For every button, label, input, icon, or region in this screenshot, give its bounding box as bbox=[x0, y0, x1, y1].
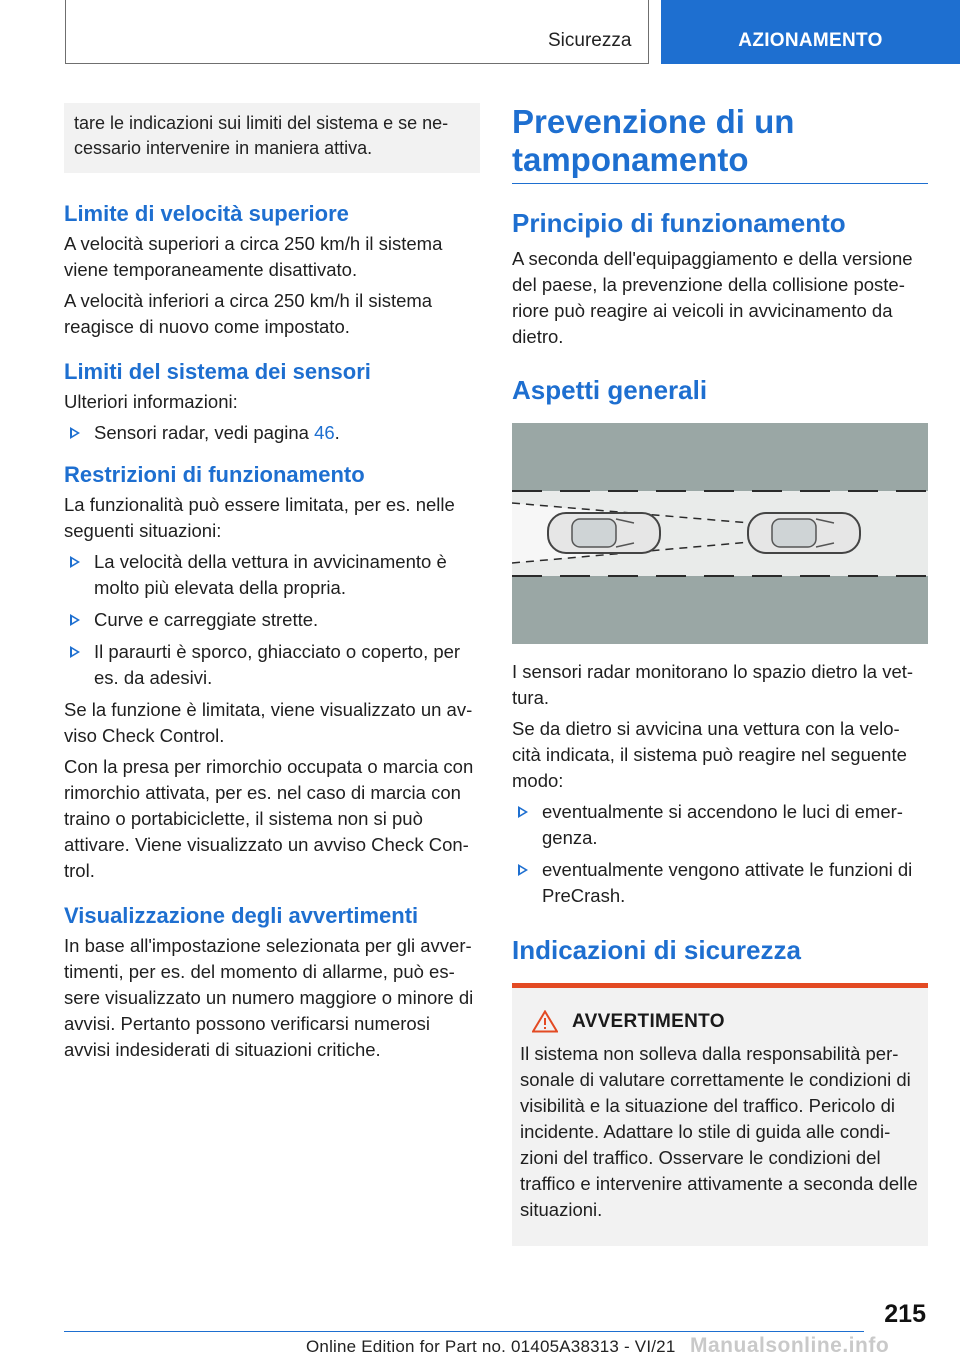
section-title: Prevenzione di un tamponamento bbox=[512, 103, 928, 184]
warning-title-row bbox=[532, 1010, 920, 1033]
header-chapter-tab[interactable]: AZIONAMENTO bbox=[661, 0, 960, 64]
footer-watermark: Manualsonline.info bbox=[690, 1334, 890, 1357]
warnings-display-heading: Visualizzazione degli avvertimenti bbox=[64, 903, 419, 928]
page-number: 215 bbox=[884, 1300, 926, 1328]
speed-limit-heading: Limite di velocità superiore bbox=[64, 201, 349, 226]
sensor-limits-list bbox=[64, 420, 480, 446]
sensor-limits-paragraph: Ulteriori informazioni: bbox=[64, 391, 238, 412]
warning-triangle-icon bbox=[532, 1010, 558, 1033]
restrictions-paragraph-2: Se la funzione è limitata, viene visualizzato un av-viso Check Control. bbox=[64, 699, 473, 746]
general-list bbox=[512, 799, 928, 909]
continued-note-box bbox=[64, 103, 480, 173]
warning-box bbox=[512, 983, 928, 1246]
restrictions-list bbox=[64, 549, 480, 691]
triangle-bullet-icon bbox=[518, 806, 528, 818]
triangle-bullet-icon bbox=[518, 864, 528, 876]
speed-limit-paragraph-2: A velocità inferiori a circa 250 km/h il sistema reagisce di nuovo come impostato. bbox=[64, 290, 433, 337]
right-column bbox=[512, 103, 928, 1246]
triangle-bullet-icon bbox=[70, 556, 80, 568]
list-item: eventualmente si accendono le luci di emer-genza. bbox=[512, 799, 928, 851]
header-section-title: Sicurezza bbox=[548, 30, 632, 51]
car-front-icon bbox=[748, 513, 860, 553]
car-rear-icon bbox=[548, 513, 660, 553]
principle-paragraph: A seconda dell'equipaggiamento e della versione del paese, la prevenzione della collisione poste-riore può reagire ai veicoli in avvicinamento da dietro. bbox=[512, 248, 913, 347]
list-item: Curve e carreggiate strette. bbox=[64, 607, 480, 633]
list-item: Sensori radar, vedi pagina 46. bbox=[64, 420, 480, 446]
speed-limit-paragraph-1: A velocità superiori a circa 250 km/h il sistema viene temporaneamente disattivato. bbox=[64, 233, 443, 280]
general-paragraph-2: Se da dietro si avvicina una vettura con la velo-cità indicata, il sistema può reagire nel seguente modo: bbox=[512, 718, 907, 791]
page-link-46[interactable]: 46 bbox=[314, 422, 335, 443]
list-item: La velocità della vettura in avvicinamento è molto più elevata della propria. bbox=[64, 549, 480, 601]
restrictions-paragraph: La funzionalità può essere limitata, per es. nelle seguenti situazioni: bbox=[64, 494, 455, 541]
triangle-bullet-icon bbox=[70, 614, 80, 626]
list-item: eventualmente vengono attivate le funzioni di PreCrash. bbox=[512, 857, 928, 909]
triangle-bullet-icon bbox=[70, 427, 80, 439]
warning-text: Il sistema non solleva dalla responsabilità per-sonale di valutare correttamente le condizioni di visibilità e la situazione del traffico. Pericolo di incidente. Adattare lo stile di guida alle condi-zioni del traffico. Osservare le condizioni del traffico e intervenire attivamente a seconda delle situazioni. bbox=[520, 1043, 918, 1220]
footer-divider bbox=[64, 1331, 864, 1332]
safety-heading: Indicazioni di sicurezza bbox=[512, 935, 801, 965]
principle-heading: Principio di funzionamento bbox=[512, 208, 846, 238]
left-column bbox=[64, 103, 480, 1068]
general-paragraph-1: I sensori radar monitorano lo spazio dietro la vet-tura. bbox=[512, 661, 914, 708]
list-item: Il paraurti è sporco, ghiacciato o coperto, per es. da adesivi. bbox=[64, 639, 480, 691]
sensor-limits-heading: Limiti del sistema dei sensori bbox=[64, 359, 371, 384]
continued-note-text: tare le indicazioni sui limiti del sistema e se ne-cessario intervenire in maniera attiva. bbox=[74, 113, 449, 158]
rear-radar-illustration bbox=[512, 423, 928, 644]
restrictions-paragraph-3: Con la presa per rimorchio occupata o marcia con rimorchio attivata, per es. nel caso di marcia con traino o portabiciclette, il sistema non si può attivare. Viene visualizzato un avviso Check Con-trol. bbox=[64, 756, 474, 881]
footer-edition: Online Edition for Part no. 01405A38313 - VI/21 bbox=[306, 1337, 676, 1356]
general-heading: Aspetti generali bbox=[512, 375, 708, 405]
triangle-bullet-icon bbox=[70, 646, 80, 658]
warnings-display-paragraph: In base all'impostazione selezionata per gli avver-timenti, per es. del momento di allarme, può es-sere visualizzato un numero maggiore o minore di avvisi. Pertanto possono verificarsi numerosi avvisi indesiderati di situazioni critiche. bbox=[64, 935, 474, 1060]
restrictions-heading: Restrizioni di funzionamento bbox=[64, 462, 365, 487]
warning-title: AVVERTIMENTO bbox=[572, 1010, 725, 1032]
